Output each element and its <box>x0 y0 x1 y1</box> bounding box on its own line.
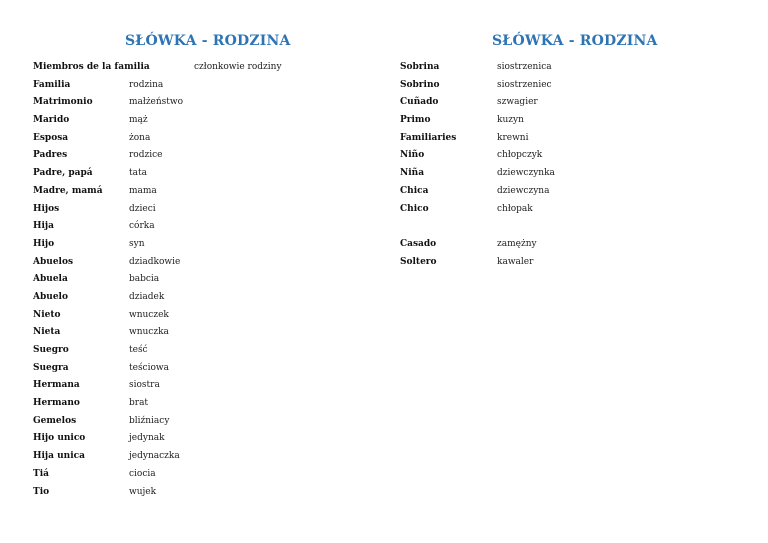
spanish-word: Padres <box>33 150 68 161</box>
spanish-word: Tio <box>33 486 50 497</box>
spanish-word: Chico <box>400 203 429 214</box>
spanish-word: Familiaries <box>400 132 457 143</box>
spanish-word: Hijo <box>33 238 55 249</box>
polish-translation: członkowie rodziny <box>194 62 282 72</box>
vocab-row <box>33 398 373 416</box>
polish-translation: bliźniacy <box>129 415 170 426</box>
polish-translation: siostra <box>129 380 160 391</box>
vocab-row <box>33 451 373 469</box>
polish-translation: ciocia <box>129 468 156 479</box>
spanish-word: Nieta <box>33 327 61 338</box>
spanish-word: Hijo unico <box>33 433 86 444</box>
spanish-word: Casado <box>400 238 437 249</box>
spanish-word: Sobrina <box>400 62 440 72</box>
spanish-word: Suegra <box>33 362 69 373</box>
polish-translation: siostrzeniec <box>497 79 552 90</box>
spanish-word: Abuelo <box>33 291 68 302</box>
vocab-row <box>33 80 373 98</box>
spanish-word: Cuñado <box>400 97 439 108</box>
vocab-row <box>400 204 740 222</box>
vocab-row <box>33 487 373 505</box>
polish-translation: kawaler <box>497 256 534 267</box>
vocab-row <box>33 239 373 257</box>
vocab-row <box>33 380 373 398</box>
spanish-word: Soltero <box>400 256 437 267</box>
vocab-row <box>400 80 740 98</box>
vocab-row <box>33 186 373 204</box>
vocab-row <box>400 239 740 257</box>
vocab-row <box>400 97 740 115</box>
vocab-row <box>33 274 373 292</box>
spanish-word: Sobrino <box>400 79 440 90</box>
vocab-row <box>33 150 373 168</box>
polish-translation: dziadek <box>129 291 165 302</box>
vocab-row <box>33 345 373 363</box>
spanish-word: Madre, mamá <box>33 185 103 196</box>
polish-translation: córka <box>129 221 155 232</box>
spanish-word: Matrimonio <box>33 97 93 108</box>
vocab-row <box>33 115 373 133</box>
spanish-word: Hija unica <box>33 451 85 462</box>
vocab-row <box>400 133 740 151</box>
polish-translation: małżeństwo <box>129 97 184 108</box>
vocab-row <box>33 133 373 151</box>
vocab-row <box>400 257 740 275</box>
polish-translation: babcia <box>129 274 160 285</box>
vocab-row <box>33 310 373 328</box>
polish-translation: teściowa <box>129 362 169 373</box>
vocab-row <box>33 97 373 115</box>
polish-translation: mama <box>129 185 157 196</box>
polish-translation: tata <box>129 168 147 179</box>
polish-translation: dzieci <box>129 203 156 214</box>
polish-translation: rodzice <box>129 150 163 161</box>
spanish-word: Gemelos <box>33 415 77 426</box>
spanish-word: Niño <box>400 150 425 161</box>
polish-translation: syn <box>129 238 145 249</box>
polish-translation: wnuczek <box>129 309 169 320</box>
left-page-title: SŁÓWKA - RODZINA <box>125 33 291 49</box>
vocab-row <box>33 433 373 451</box>
polish-translation: siostrzenica <box>497 62 552 72</box>
vocab-row <box>33 292 373 310</box>
polish-translation: teść <box>129 345 148 355</box>
spanish-word: Hija <box>33 221 55 232</box>
polish-translation: krewni <box>497 132 529 143</box>
spanish-word: Primo <box>400 115 431 126</box>
vocab-row <box>33 204 373 222</box>
polish-translation: jedynaczka <box>129 451 180 462</box>
spanish-word: Niña <box>400 168 425 179</box>
vocab-row <box>33 257 373 275</box>
polish-translation: mąż <box>129 115 148 126</box>
vocab-row <box>400 115 740 133</box>
polish-translation: jedynak <box>129 433 165 444</box>
polish-translation: brat <box>129 398 149 409</box>
vocab-row <box>400 168 740 186</box>
polish-translation: kuzyn <box>497 115 524 126</box>
polish-translation: szwagier <box>497 97 538 108</box>
vocab-row <box>33 62 373 80</box>
polish-translation: dziewczyna <box>497 185 550 196</box>
spanish-word: Marido <box>33 115 70 126</box>
vocab-row <box>33 221 373 239</box>
polish-translation: żona <box>129 132 151 143</box>
spanish-word: Esposa <box>33 132 69 143</box>
spanish-word: Hermana <box>33 380 80 391</box>
spanish-word: Nieto <box>33 309 61 320</box>
spanish-word: Suegro <box>33 345 69 355</box>
spanish-word: Chica <box>400 185 429 196</box>
spanish-word: Abuelos <box>33 256 74 267</box>
vocab-row <box>400 62 740 80</box>
polish-translation: wujek <box>129 486 157 497</box>
right-word-list <box>400 62 740 274</box>
vocab-row <box>33 363 373 381</box>
vocab-row <box>33 469 373 487</box>
polish-translation: rodzina <box>129 79 164 90</box>
left-word-list <box>33 62 373 504</box>
spanish-word: Hijos <box>33 203 60 214</box>
polish-translation: chłopak <box>497 203 533 214</box>
spanish-word: Tiá <box>33 468 49 479</box>
spanish-word: Padre, papá <box>33 168 93 179</box>
spanish-word: Miembros de la familia <box>33 62 150 72</box>
vocab-row-blank <box>400 221 740 239</box>
vocab-row <box>400 150 740 168</box>
vocab-row <box>33 327 373 345</box>
vocab-row <box>400 186 740 204</box>
polish-translation: chłopczyk <box>497 150 543 161</box>
spanish-word: Hermano <box>33 398 80 409</box>
spanish-word: Familia <box>33 79 71 90</box>
polish-translation: wnuczka <box>129 327 169 338</box>
vocab-row <box>33 416 373 434</box>
right-page-title: SŁÓWKA - RODZINA <box>492 33 658 49</box>
vocab-row <box>33 168 373 186</box>
polish-translation: zamężny <box>497 238 537 249</box>
polish-translation: dziadkowie <box>129 256 181 267</box>
polish-translation: dziewczynka <box>497 168 555 179</box>
spanish-word: Abuela <box>33 274 68 285</box>
